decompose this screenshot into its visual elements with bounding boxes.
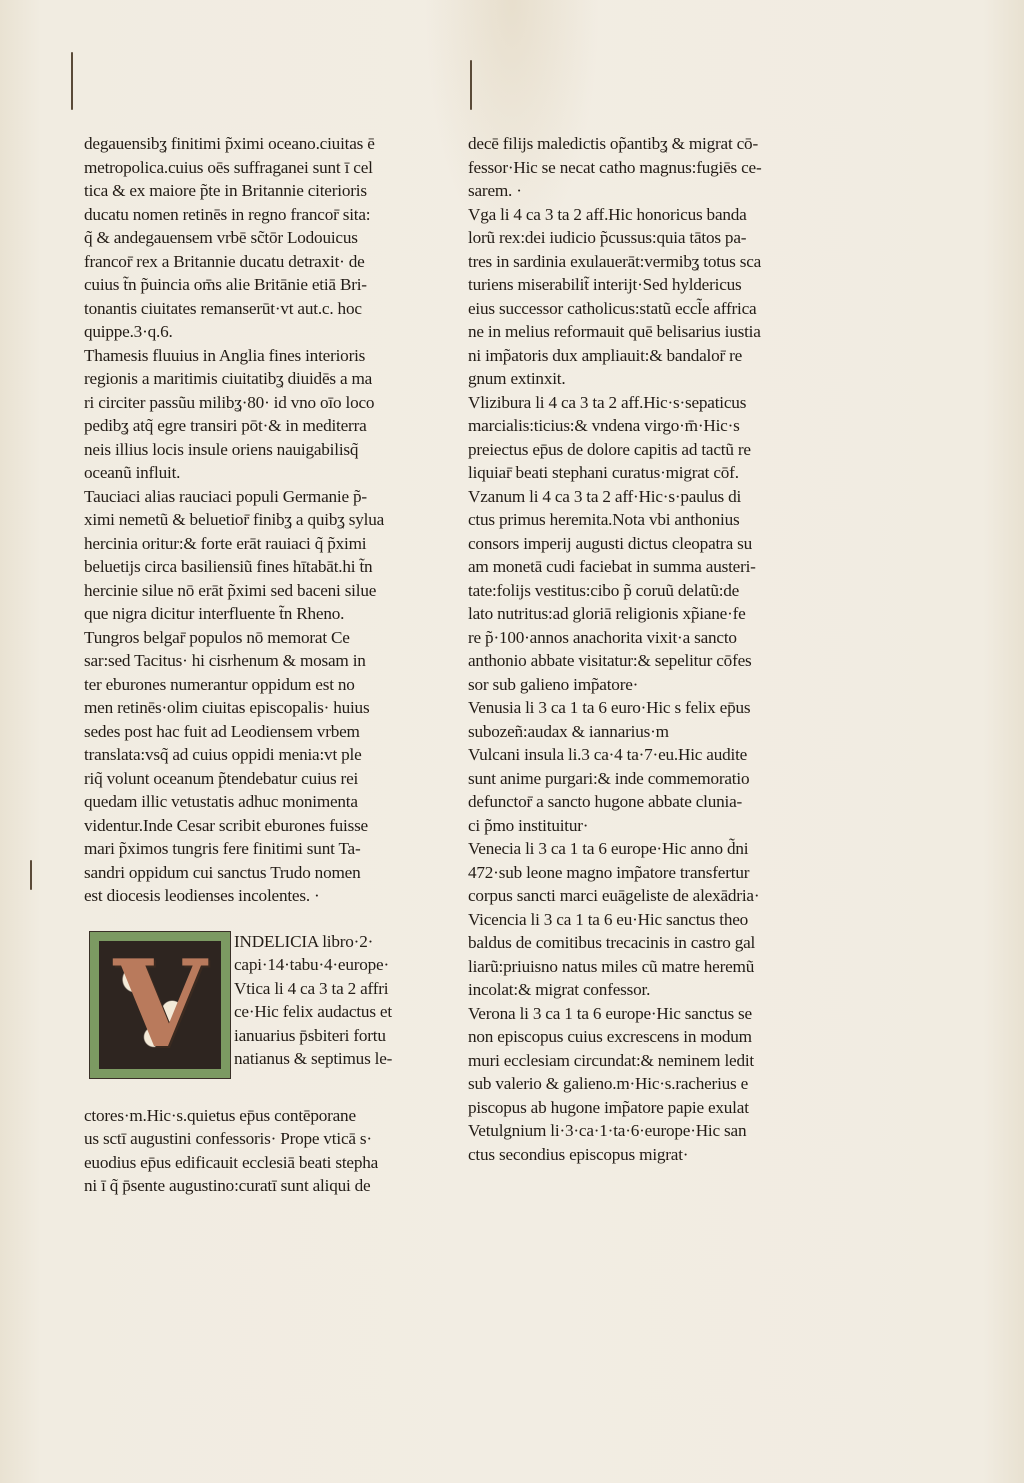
text-line: ne in melius reformauit quē belisarius iustia <box>468 322 761 341</box>
text-line: ctus primus heremita.Nota vbi anthonius <box>468 510 740 529</box>
text-line: lato nutritus:ad gloriā religionis xp̃iane·fe <box>468 604 746 623</box>
text-line: est diocesis leodienses incolentes. · <box>84 886 320 905</box>
text-line: neis illius locis insule oriens nauigabilisq̃ <box>84 439 359 459</box>
text-line: lorũ rex:dei iudicio p̃cussus:quia tātos pa- <box>468 228 747 247</box>
text-line: tate:folijs vestitus:cibo p̃ coruũ delatũ:de <box>468 580 740 600</box>
text-line: riq̃ volunt oceanum p̃tendebatur cuius rei <box>84 768 359 788</box>
text-line: sandri oppidum cui sanctus Trudo nomen <box>84 862 361 882</box>
text-line: capi·14·tabu·4·europe· <box>234 955 389 974</box>
section-heading: INDELICIA libro·2· <box>234 931 374 951</box>
text-line: cuius t̃n p̃uincia om̄s alie Britānie etiā Bri- <box>84 275 367 294</box>
text-line: men retinēs·olim ciuitas episcopalis· huius <box>84 698 370 717</box>
text-line: gnum extinxit. <box>468 369 566 388</box>
paragraph <box>468 908 816 1002</box>
text-line: anthonio abbate visitatur:& sepelitur cōfes <box>468 651 752 670</box>
text-line: Verona li 3 ca 1 ta 6 europe·Hic sanctus se <box>468 1003 752 1023</box>
text-line: 472·sub leone magno imp̃atore transfertur <box>468 862 750 882</box>
text-line: Venecia li 3 ca 1 ta 6 europe·Hic anno d̃ni <box>468 839 749 858</box>
text-line: ximi nemetũ & beluetior̄ finibʓ a quibʓ sylua <box>84 510 385 529</box>
text-line: ianuarius p̄sbiteri fortu <box>234 1025 386 1045</box>
text-line: muri ecclesiam circundat:& neminem ledit <box>468 1050 754 1070</box>
text-line: degauensibʓ finitimi p̃ximi oceano.ciuitas ē <box>84 134 375 153</box>
text-line: non episcopus cuius excrescens in modum <box>468 1027 752 1046</box>
paragraph <box>468 203 816 391</box>
paragraph <box>84 485 434 626</box>
text-line: sarem. · <box>468 181 522 200</box>
text-line: piscopus ab hugone imp̃atore papie exulat <box>468 1097 749 1117</box>
margin-mark <box>30 860 32 890</box>
initial-adjacent-text <box>234 930 439 1071</box>
text-line: defunctor̄ a sancto hugone abbate clunia- <box>468 792 743 811</box>
text-line: tonantis ciuitates remanserūt·vt aut.c. hoc <box>84 298 362 318</box>
paragraph <box>468 391 816 485</box>
text-line: re p̃·100·annos anachorita vixit·a sancto <box>468 627 737 647</box>
paragraph <box>84 626 434 908</box>
text-line: que nigra dicitur interfluente t̃n Rheno. <box>84 604 345 623</box>
paragraph <box>468 837 816 908</box>
text-line: q̃ & andegauensem vrbē sc̃tōr Lodouicus <box>84 228 358 247</box>
text-line: sor sub galieno imp̃atore· <box>468 674 639 694</box>
text-line: eius successor catholicus:statũ eccl̃e affrica <box>468 298 757 318</box>
text-line: euodius ep̄us edificauit ecclesiā beati stepha <box>84 1152 379 1172</box>
text-line: Vlizibura li 4 ca 3 ta 2 aff.Hic·s·sepaticus <box>468 392 747 412</box>
text-line: ri circiter passũu milibʓ·80· id vno oīo loco <box>84 392 375 412</box>
text-line: metropolica.cuius oēs suffraganei sunt ī cel <box>84 157 373 177</box>
text-line: us sctī augustini confessoris· Prope vticā s· <box>84 1129 372 1148</box>
text-line: Vzanum li 4 ca 3 ta 2 aff·Hic·s·paulus di <box>468 486 742 506</box>
text-line: Vetulgnium li·3·ca·1·ta·6·europe·Hic san <box>468 1121 747 1140</box>
paragraph <box>468 485 816 697</box>
text-line: natianus & septimus le- <box>234 1049 393 1068</box>
text-line: quedam illic vetustatis adhuc monimenta <box>84 792 358 811</box>
paragraph <box>468 1002 816 1120</box>
text-line: marcialis:ticius:& vndena virgo·m̄·Hic·s <box>468 416 740 435</box>
text-line: oceanũ influit. <box>84 463 181 482</box>
text-line: pedibʓ atq̃ egre transiri pōt·& in mediterra <box>84 416 367 435</box>
text-line: ce·Hic felix audactus et <box>234 1002 392 1021</box>
text-line: liarũ:priuisno natus miles cũ matre heremũ <box>468 956 755 976</box>
text-line: Vga li 4 ca 3 ta 2 aff.Hic honoricus banda <box>468 204 747 224</box>
text-line: Vtica li 4 ca 3 ta 2 affri <box>234 978 389 998</box>
text-line: Vulcani insula li.3 ca·4 ta·7·eu.Hic audite <box>468 745 748 764</box>
initial-letter-icon: V <box>113 933 207 1075</box>
margin-mark <box>71 52 73 110</box>
text-line: Vicencia li 3 ca 1 ta 6 eu·Hic sanctus theo <box>468 909 749 929</box>
section-gap <box>84 908 434 926</box>
text-line: quippe.3·q.6. <box>84 322 173 341</box>
text-line: sar:sed Tacitus· hi cisrhenum & mosam in <box>84 651 366 670</box>
text-line: sunt anime purgari:& inde commemoratio <box>468 768 750 788</box>
text-line: baldus de comitibus trecacinis in castro gal <box>468 933 756 952</box>
text-line: preiectus ep̄us de dolore capitis ad tactũ re <box>468 439 751 459</box>
text-line: fessor·Hic se necat catho magnus:fugiēs ce- <box>468 157 762 177</box>
text-line: videntur.Inde Cesar scribit eburones fuisse <box>84 815 368 835</box>
text-line: ctus secondius episcopus migrat· <box>468 1144 689 1164</box>
text-line: ci p̃mo instituitur· <box>468 815 589 835</box>
text-line: am monetā cudi faciebat in summa austeri- <box>468 557 756 576</box>
paragraph <box>468 1119 816 1166</box>
text-line: tres in sardinia exulauerāt:vermibʓ totus sca <box>468 251 762 271</box>
text-line: ni imp̃atoris dux ampliauit:& bandalor̄ re <box>468 345 743 365</box>
text-line: decē filijs maledictis op̃antibʓ & migrat cō- <box>468 134 758 153</box>
text-line: ni ī q̃ p̄sente augustino:curatī sunt aliqui de <box>84 1176 371 1195</box>
paragraph <box>84 1104 434 1198</box>
text-line: tica & ex maiore p̃te in Britannie citerioris <box>84 181 367 200</box>
text-line: ter eburones numerantur oppidum est no <box>84 674 355 694</box>
paragraph <box>468 696 816 743</box>
text-line: Thamesis fluuius in Anglia fines interioris <box>84 345 366 365</box>
paragraph <box>468 743 816 837</box>
text-line: mari p̃ximos tungris fere finitimi sunt Ta- <box>84 839 361 858</box>
text-line: consors imperij augusti dictus cleopatra su <box>468 533 752 553</box>
text-line: beluetijs circa basiliensiũ fines hītabāt.hi t̃n <box>84 557 373 576</box>
paragraph <box>84 344 434 485</box>
paragraph <box>84 132 434 344</box>
margin-mark <box>470 60 472 110</box>
text-line: corpus sancti marci euāgeliste de alexādria· <box>468 886 760 905</box>
text-line: ctores·m.Hic·s.quietus ep̄us contēporane <box>84 1105 356 1125</box>
initial-section <box>84 930 434 1104</box>
text-line: ducatu nomen retinēs in regno francor̄ sita: <box>84 204 371 224</box>
text-line: Tauciaci alias rauciaci populi Germanie p̃- <box>84 486 367 506</box>
text-line: incolat:& migrat confessor. <box>468 980 651 999</box>
left-column <box>84 132 434 1198</box>
right-column <box>468 132 816 1166</box>
text-line: sedes post hac fuit ad Leodiensem vrbem <box>84 721 360 741</box>
text-line: Tungros belgar̄ populos nō memorat Ce <box>84 627 350 647</box>
text-line: francor̄ rex a Britannie ducatu detraxit· de <box>84 251 365 271</box>
decorated-initial <box>90 932 230 1078</box>
text-line: turiens miserabilit̃ interijt·Sed hyldericus <box>468 275 742 294</box>
text-line: liquiar̄ beati stephani curatus·migrat cōf. <box>468 463 739 482</box>
text-line: translata:vsq̃ ad cuius oppidi menia:vt ple <box>84 745 362 764</box>
text-line: hercinie silue nō erāt p̃ximi sed baceni silue <box>84 580 377 600</box>
text-line: subozeñ:audax & iannarius·m <box>468 721 669 741</box>
paragraph <box>468 132 816 203</box>
text-line: hercinia oritur:& forte erāt rauiaci q̃ p̃ximi <box>84 533 367 553</box>
text-line: sub valerio & galieno.m·Hic·s.racherius e <box>468 1074 749 1093</box>
text-line: regionis a maritimis ciuitatibʓ diuidēs a ma <box>84 369 373 388</box>
text-line: Venusia li 3 ca 1 ta 6 euro·Hic s felix ep̄us <box>468 698 751 717</box>
